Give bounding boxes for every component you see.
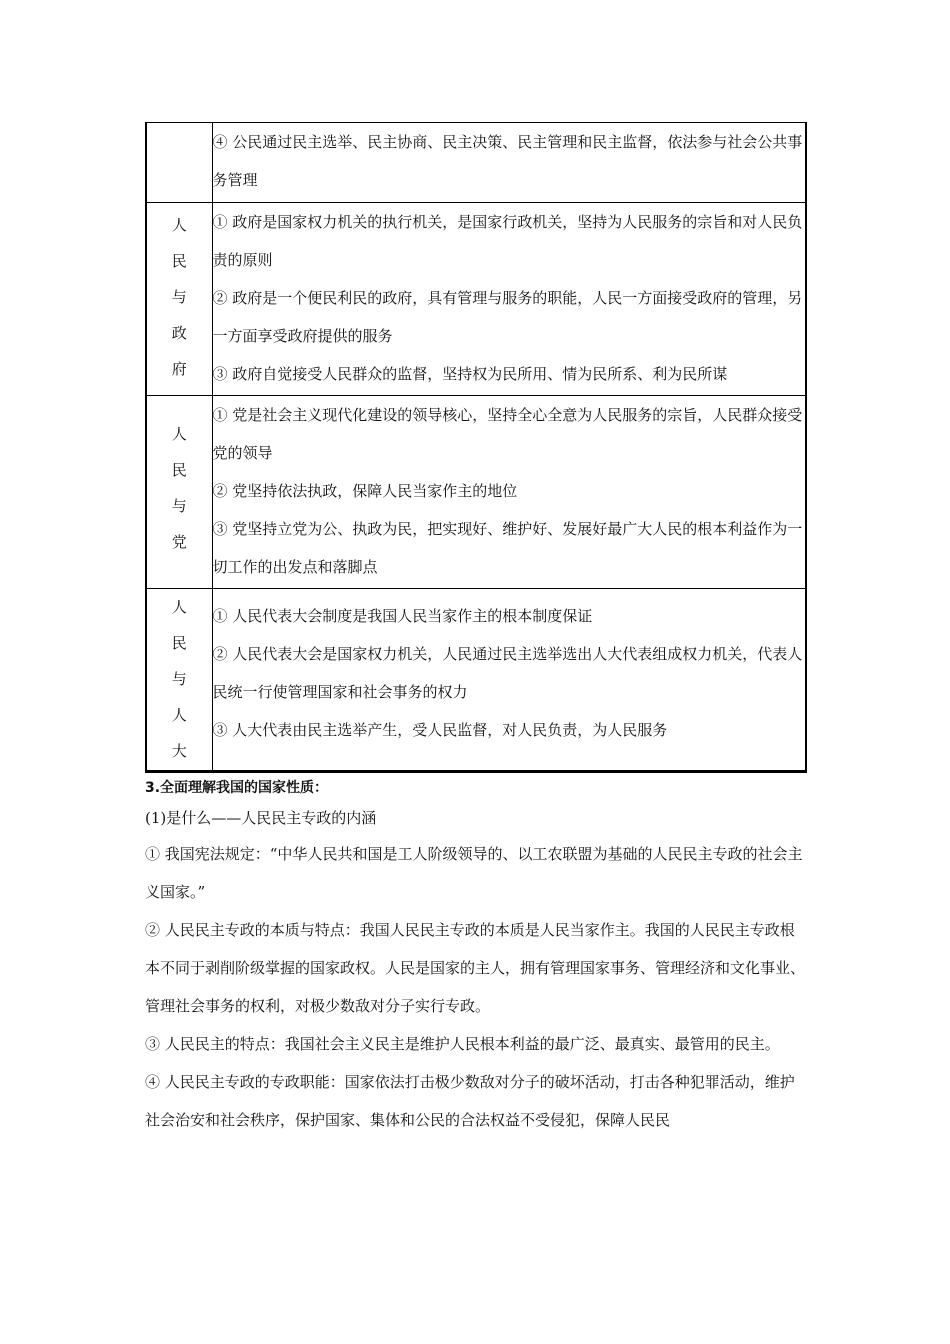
section-body	[145, 775, 807, 1139]
row-side-label	[146, 589, 212, 772]
row-content	[212, 203, 806, 396]
table-item: ③ 政府自觉接受人民群众的监督，坚持权为民所用、情为民所系、利为民所谋	[212, 365, 728, 383]
table-row	[146, 589, 806, 772]
side-char: 人	[171, 425, 187, 443]
table-item: ① 人民代表大会制度是我国人民当家作主的根本制度保证	[212, 607, 593, 625]
side-char: 人	[171, 598, 187, 616]
paragraph: ② 人民民主专政的本质与特点：我国人民民主专政的本质是人民当家作主。我国的人民民主专政根本不同于剥削阶级掌握的国家政权。人民是国家的主人，拥有管理国家事务、管理经济和文化事业、管理社会事务的权利，对极少数敌对分子实行专政。	[145, 921, 806, 1015]
relationship-table-wrap	[145, 122, 807, 773]
table-item: ② 人民代表大会是国家权力机关，人民通过民主选举选出人大代表组成权力机关，代表人民统一行使管理国家和社会事务的权力	[212, 645, 803, 701]
side-char: 人	[171, 216, 187, 234]
table-item: ② 政府是一个便民利民的政府，具有管理与服务的职能，人民一方面接受政府的管理，另一方面享受政府提供的服务	[212, 289, 803, 345]
row-content	[212, 123, 806, 203]
table-row	[146, 203, 806, 396]
paragraph: ④ 人民民主专政的专政职能：国家依法打击极少数敌对分子的破坏活动，打击各种犯罪活动，维护社会治安和社会秩序，保护国家、集体和公民的合法权益不受侵犯，保障人民民	[145, 1073, 795, 1129]
section-heading: 3.全面理解我国的国家性质：	[145, 780, 329, 796]
row-side-label	[146, 203, 212, 396]
side-char: 民	[171, 461, 187, 479]
side-char: 大	[171, 742, 187, 760]
table-item: ② 党坚持依法执政，保障人民当家作主的地位	[212, 482, 518, 500]
side-char: 政	[171, 324, 187, 342]
side-char: 与	[171, 670, 187, 688]
table-item: ③ 党坚持立党为公、执政为民，把实现好、维护好、发展好最广大人民的根本利益作为一切工作的出发点和落脚点	[212, 520, 803, 576]
table-item: ① 政府是国家权力机关的执行机关，是国家行政机关，坚持为人民服务的宗旨和对人民负责的原则	[212, 213, 803, 269]
side-char: 党	[171, 533, 187, 551]
side-char: 民	[171, 252, 187, 270]
side-char: 与	[171, 497, 187, 515]
paragraph: ③ 人民民主的特点：我国社会主义民主是维护人民根本利益的最广泛、最真实、最管用的民主。	[145, 1035, 780, 1053]
relationship-table	[145, 122, 807, 773]
row-content	[212, 589, 806, 772]
row-side-label	[146, 123, 212, 203]
side-char: 人	[171, 706, 187, 724]
row-side-label	[146, 396, 212, 589]
section-subheading: (1)是什么——人民民主专政的内涵	[145, 809, 377, 827]
side-char: 与	[171, 288, 187, 306]
table-item: ③ 人大代表由民主选举产生，受人民监督，对人民负责，为人民服务	[212, 721, 668, 739]
table-item: ④ 公民通过民主选举、民主协商、民主决策、民主管理和民主监督，依法参与社会公共事务管理	[212, 133, 803, 189]
side-char: 府	[171, 360, 187, 378]
table-item: ① 党是社会主义现代化建设的领导核心，坚持全心全意为人民服务的宗旨，人民群众接受党的领导	[212, 406, 803, 462]
row-content	[212, 396, 806, 589]
table-row	[146, 123, 806, 203]
paragraph: ① 我国宪法规定：“中华人民共和国是工人阶级领导的、以工农联盟为基础的人民民主专政的社会主义国家。”	[145, 845, 803, 901]
table-row	[146, 396, 806, 589]
side-char: 民	[171, 634, 187, 652]
